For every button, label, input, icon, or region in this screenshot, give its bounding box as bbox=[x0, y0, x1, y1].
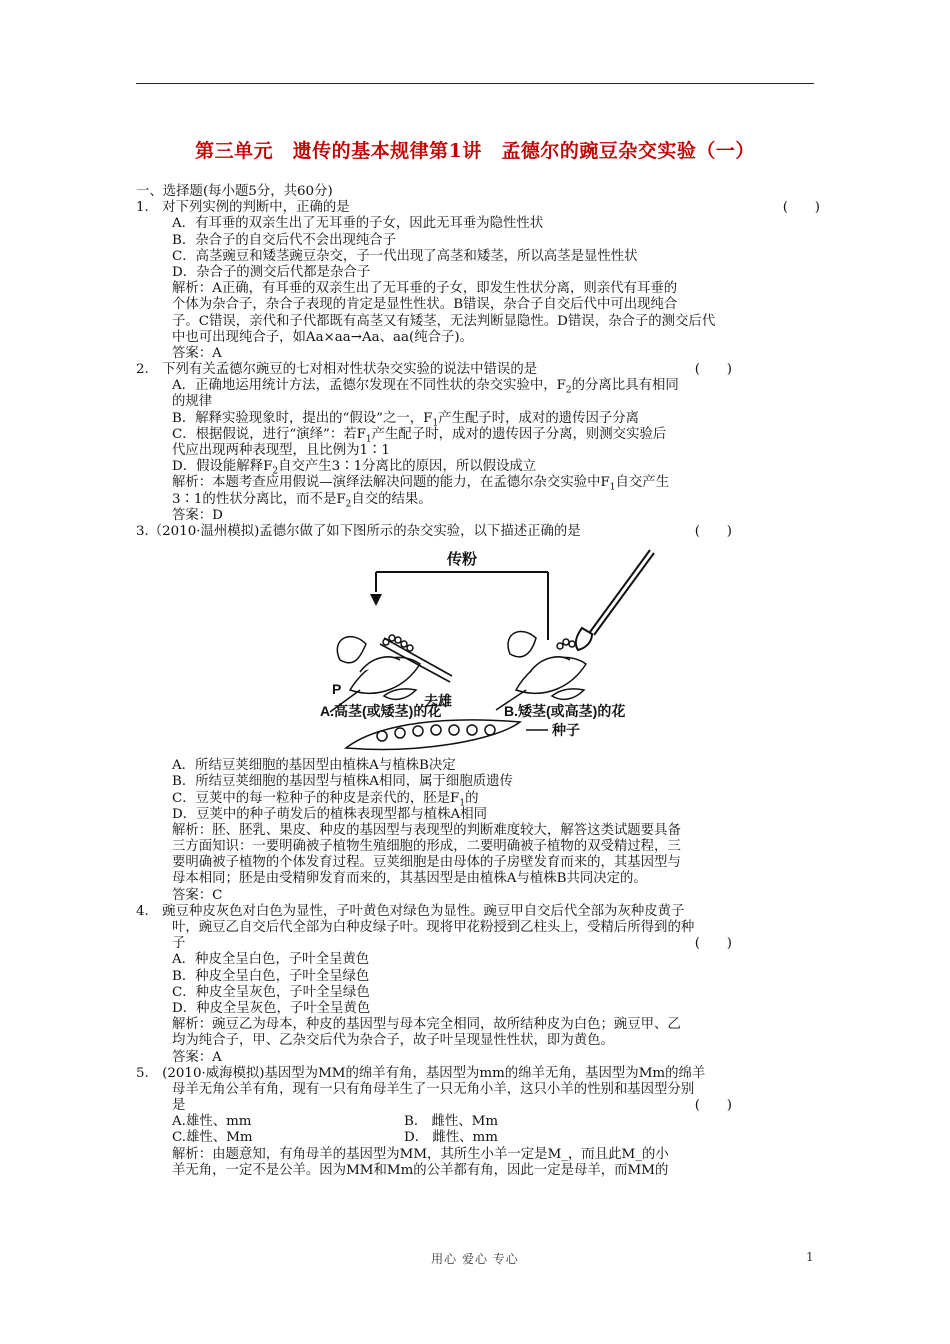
explanation-line: 解析：A正确，有耳垂的双亲生出了无耳垂的子女，即发生性状分离，则亲代有耳垂的 bbox=[172, 281, 678, 297]
flower-b-label: B.矮茎(或高茎)的花 bbox=[504, 703, 626, 720]
option-a: A．所结豆荚细胞的基因型由植株A与植株B决定 bbox=[172, 758, 456, 774]
option-b: B．杂合子的自交后代不会出现纯合子 bbox=[172, 232, 397, 248]
answer-line: 答案：A bbox=[172, 1049, 222, 1065]
option-a: A．种皮全呈白色，子叶全呈黄色 bbox=[172, 952, 370, 968]
answer-line: 答案：C bbox=[172, 887, 223, 903]
page-title: 第三单元 遗传的基本规律第1讲 孟德尔的豌豆杂交实验（一） bbox=[195, 140, 755, 162]
explanation-line: 解析：本题考查应用假说—演绎法解决问题的能力，在孟德尔杂交实验中$F_1$自交产生 bbox=[172, 475, 670, 494]
explanation-line: 解析：胚、胚乳、果皮、种皮的基因型与表现型的判断难度较大，解答这类试题要具备 bbox=[172, 822, 681, 838]
flower-a-drawing bbox=[330, 635, 420, 712]
question-5-stem-cont: 母羊无角公羊有角，现有一只有角母羊生了一只无角小羊，这只小羊的性别和基因型分别 bbox=[172, 1081, 695, 1097]
explanation-line: 3∶1的性状分离比，而不是$F_2$自交的结果。 bbox=[172, 491, 432, 510]
option-a: A．有耳垂的双亲生出了无耳垂的子女，因此无耳垂为隐性性状 bbox=[172, 216, 544, 232]
explanation-line: 羊无角，一定不是公羊。因为MM和Mm的公羊都有角，因此一定是母羊，而MM的 bbox=[172, 1162, 669, 1178]
option-c: C．高茎豌豆和矮茎豌豆杂交，子一代出现了高茎和矮茎，所以高茎是显性性状 bbox=[172, 248, 638, 264]
answer-blank: ( ) bbox=[694, 1098, 732, 1114]
answer-blank: ( ) bbox=[694, 936, 732, 952]
answer-line: 答案：D bbox=[172, 507, 223, 523]
hybridization-figure bbox=[320, 540, 660, 758]
pea-pod-drawing bbox=[346, 720, 520, 750]
explanation-line: 三方面知识：一要明确被子植物生殖细胞的形成，二要明确被子植物的双受精过程，三 bbox=[172, 839, 681, 855]
answer-blank: ( ) bbox=[694, 523, 732, 539]
option-b: B．解释实验现象时，提出的“假设”之一，$F_1$产生配子时，成对的遗传因子分离 bbox=[172, 410, 640, 429]
option-c: C.雄性、Mm bbox=[172, 1130, 253, 1146]
option-a: A．正确地运用统计方法，孟德尔发现在不同性状的杂交实验中，$F_2$的分离比具有相同 bbox=[172, 378, 679, 396]
answer-line: 答案：A bbox=[172, 345, 222, 361]
options-row-cd bbox=[136, 1130, 820, 1146]
option-a-cont: 的规律 bbox=[172, 394, 213, 410]
explanation-line: 解析：由题意知，有角母羊的基因型为MM，其所生小羊一定是M_，而且此M_的小 bbox=[172, 1146, 669, 1162]
option-c: C．根据假说，进行“演绎”：若$F_1$产生配子时，成对的遗传因子分离，则测交实验后 bbox=[172, 426, 667, 445]
explanation-line: 要明确被子植物的个体发育过程。豆荚细胞是由母体的子房壁发育而来的，其基因型与 bbox=[172, 855, 681, 871]
option-b: B．所结豆荚细胞的基因型与植株A相同，属于细胞质遗传 bbox=[172, 774, 513, 790]
question-2-stem: 2. 下列有关孟德尔豌豆的七对相对性状杂交实验的说法中错误的是 ( ) bbox=[136, 362, 732, 378]
explanation-line: 个体为杂合子，杂合子表现的肯定是显性性状。B错误，杂合子自交后代中可出现纯合 bbox=[172, 297, 678, 313]
options-row-ab bbox=[136, 1114, 820, 1130]
explanation-line: 中也可出现纯合子，如Aa×aa→Aa、aa(纯合子)。 bbox=[172, 329, 473, 345]
seed-label: 种子 bbox=[552, 722, 580, 739]
question-5-stem: 5. (2010·威海模拟)基因型为MM的绵羊有角，基因型为mm的绵羊无角，基因型为Mm的绵羊 bbox=[136, 1065, 706, 1081]
flower-b-drawing bbox=[496, 632, 586, 711]
option-b: B．种皮全呈白色，子叶全呈绿色 bbox=[172, 968, 370, 984]
explanation-line: 母本相同；胚是由受精卵发育而来的，其基因型是由植株A与植株B共同决定的。 bbox=[172, 871, 647, 887]
option-c-cont: 代应出现两种表现型，且比例为1∶1 bbox=[172, 443, 390, 458]
arrow-head bbox=[370, 594, 382, 606]
flower-a-label: A.高茎(或矮茎)的花 bbox=[320, 703, 442, 720]
question-4-stem-cont: 叶，豌豆乙自交后代全部为白种皮绿子叶。现将甲花粉授到乙柱头上，受精后所得到的种 bbox=[172, 920, 695, 935]
question-3-stem: 3.（2010·温州模拟)孟德尔做了如下图所示的杂交实验，以下描述正确的是 ( ) bbox=[136, 523, 732, 539]
option-d: D． 雌性、mm bbox=[404, 1130, 498, 1146]
page-footer: 用心 爱心 专心 bbox=[431, 1252, 519, 1266]
explanation-line: 均为纯合子，甲、乙杂交后代为杂合子，故子叶呈现显性性状，即为黄色。 bbox=[172, 1033, 614, 1049]
option-c: C．种皮全呈灰色，子叶全呈绿色 bbox=[172, 984, 370, 1000]
option-d: D．种皮全呈灰色，子叶全呈黄色 bbox=[172, 1000, 371, 1016]
explanation-line: 子。C错误，亲代和子代都既有高茎又有矮茎，无法判断显隐性。D错误，杂合子的测交后代 bbox=[172, 313, 716, 329]
explanation-line: 解析：豌豆乙为母本，种皮的基因型与母本完全相同，故所结种皮为白色；豌豆甲、乙 bbox=[172, 1017, 681, 1033]
answer-blank: ( ) bbox=[782, 200, 820, 216]
header-rule bbox=[136, 83, 814, 84]
question-4-stem: 4. 豌豆种皮灰色对白色为显性，子叶黄色对绿色为显性。豌豆甲自交后代全部为灰种皮黄子 bbox=[136, 903, 685, 919]
page-number: 1 bbox=[806, 1250, 814, 1264]
option-d: D．杂合子的测交后代都是杂合子 bbox=[172, 264, 371, 280]
option-d: D．豆荚中的种子萌发后的植株表现型都与植株A相同 bbox=[172, 806, 487, 822]
document-body bbox=[136, 184, 820, 1179]
pollination-label: 传粉 bbox=[446, 551, 478, 569]
brush-icon bbox=[576, 550, 654, 650]
question-5-stem-cont: 是 ( ) bbox=[172, 1098, 732, 1114]
option-c: C．豆荚中的每一粒种子的种皮是亲代的，胚是$F_1$的 bbox=[172, 790, 479, 809]
question-1-stem: 1. 对下列实例的判断中，正确的是 ( ) bbox=[136, 200, 820, 216]
pollination-arrow bbox=[376, 572, 548, 640]
option-b: B． 雌性、Mm bbox=[404, 1114, 499, 1130]
answer-blank: ( ) bbox=[694, 362, 732, 378]
emasculation-label: 去雄 bbox=[424, 693, 452, 710]
option-a: A.雄性、mm bbox=[172, 1114, 252, 1130]
question-4-stem-cont: 子 ( ) bbox=[172, 936, 732, 952]
option-d: D．假设能解释$F_2$自交产生3∶1分离比的原因，所以假设成立 bbox=[172, 459, 537, 477]
p-label: P bbox=[332, 681, 342, 698]
section-heading: 一、选择题(每小题5分，共60分) bbox=[136, 184, 333, 199]
pea-cross-diagram bbox=[320, 540, 660, 758]
